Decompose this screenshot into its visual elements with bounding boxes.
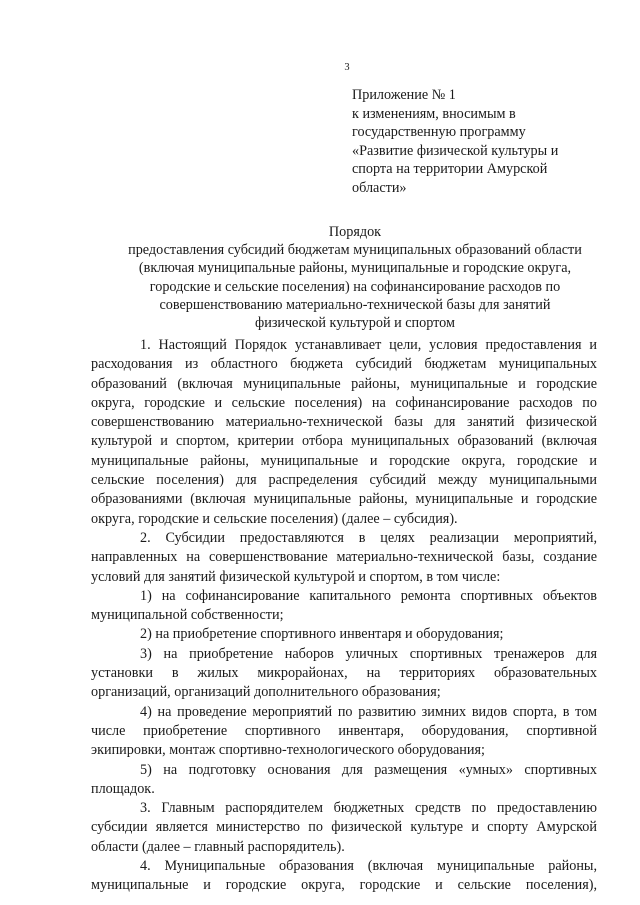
title-line: городские и сельские поселения) на софинансирование расходов по	[149, 278, 561, 295]
body-line: организаций, организаций дополнительного образования;	[91, 684, 441, 701]
document-title	[90, 223, 620, 332]
body-line: 4) на проведение мероприятий по развитию зимних видов спорта, в том	[140, 703, 597, 720]
body-line: муниципальные районы, муниципальные и городские округа, городские и	[91, 452, 597, 469]
appendix-line: «Развитие физической культуры и	[352, 142, 559, 159]
body-line: сельские поселения) для распределения субсидий между муниципальными	[91, 472, 597, 489]
body-line: 3) на приобретение наборов уличных спортивных тренажеров для	[140, 645, 597, 662]
body-line: 2. Субсидии предоставляются в целях реализации мероприятий,	[140, 529, 597, 546]
body-line: экипировки, монтаж спортивно-технологического оборудования;	[91, 742, 485, 759]
title-line: совершенствованию материально-технической базы для занятий	[159, 296, 551, 313]
body-line: округа, городские и сельские поселения) (далее – субсидия).	[91, 510, 458, 527]
body-line: 4. Муниципальные образования (включая муниципальные районы,	[140, 858, 597, 875]
body-line: 5) на подготовку основания для размещения «умных» спортивных	[140, 761, 597, 778]
appendix-note	[352, 86, 622, 197]
title-line: физической культурой и спортом	[255, 315, 455, 332]
title-line: (включая муниципальные районы, муниципальные и городские округа,	[138, 260, 572, 277]
body-line: образованиями (включая муниципальные районы, муниципальные и городские	[91, 491, 597, 508]
body-line: условий для занятий физической культурой и спортом, в том числе:	[91, 568, 501, 585]
title-line: предоставления субсидий бюджетам муниципальных образований области	[128, 242, 582, 259]
appendix-line: спорта на территории Амурской	[352, 161, 548, 177]
body-line: площадок.	[91, 780, 155, 797]
body-line: муниципальной собственности;	[91, 607, 284, 624]
appendix-line: Приложение № 1	[352, 87, 456, 103]
body-line: субсидии является министерство по физической культуре и спорту Амурской	[91, 819, 597, 836]
body-line: числе приобретение спортивного инвентаря, оборудования, спортивной	[91, 722, 597, 739]
body-line: совершенствованию материально-технической базы для занятий физической	[91, 414, 597, 431]
appendix-line: области»	[352, 179, 407, 196]
page-number: 3	[344, 62, 350, 73]
body-line: установки в жилых микрорайонах, на территориях образовательных	[91, 665, 597, 682]
title-heading: Порядок	[328, 224, 382, 240]
body-line: муниципальные и городские округа, городские и сельские поселения),	[91, 877, 597, 894]
body-line: 3. Главным распорядителем бюджетных средств по предоставлению	[140, 800, 597, 817]
body-line: 1) на софинансирование капитального ремонта спортивных объектов	[140, 587, 597, 604]
body-line: округа, городские и сельские поселения) на софинансирование расходов по	[91, 394, 597, 411]
body-line: 2) на приобретение спортивного инвентаря и оборудования;	[140, 626, 504, 643]
body-line: расходования из областного бюджета субсидий бюджетам муниципальных	[91, 356, 597, 373]
body-line: направленных на совершенствование материально-технической базы, создание	[91, 549, 597, 566]
body-line: 1. Настоящий Порядок устанавливает цели, условия предоставления и	[140, 337, 597, 353]
body-line: области (далее – главный распорядитель).	[91, 838, 345, 855]
appendix-line: к изменениям, вносимым в	[352, 105, 516, 122]
body-line: образований (включая муниципальные районы, муниципальные и городские	[91, 375, 597, 392]
appendix-line: государственную программу	[352, 124, 526, 140]
document-body	[91, 336, 597, 896]
body-line: культурой и спортом, критерии отбора муниципальных образований (включая	[91, 433, 597, 450]
